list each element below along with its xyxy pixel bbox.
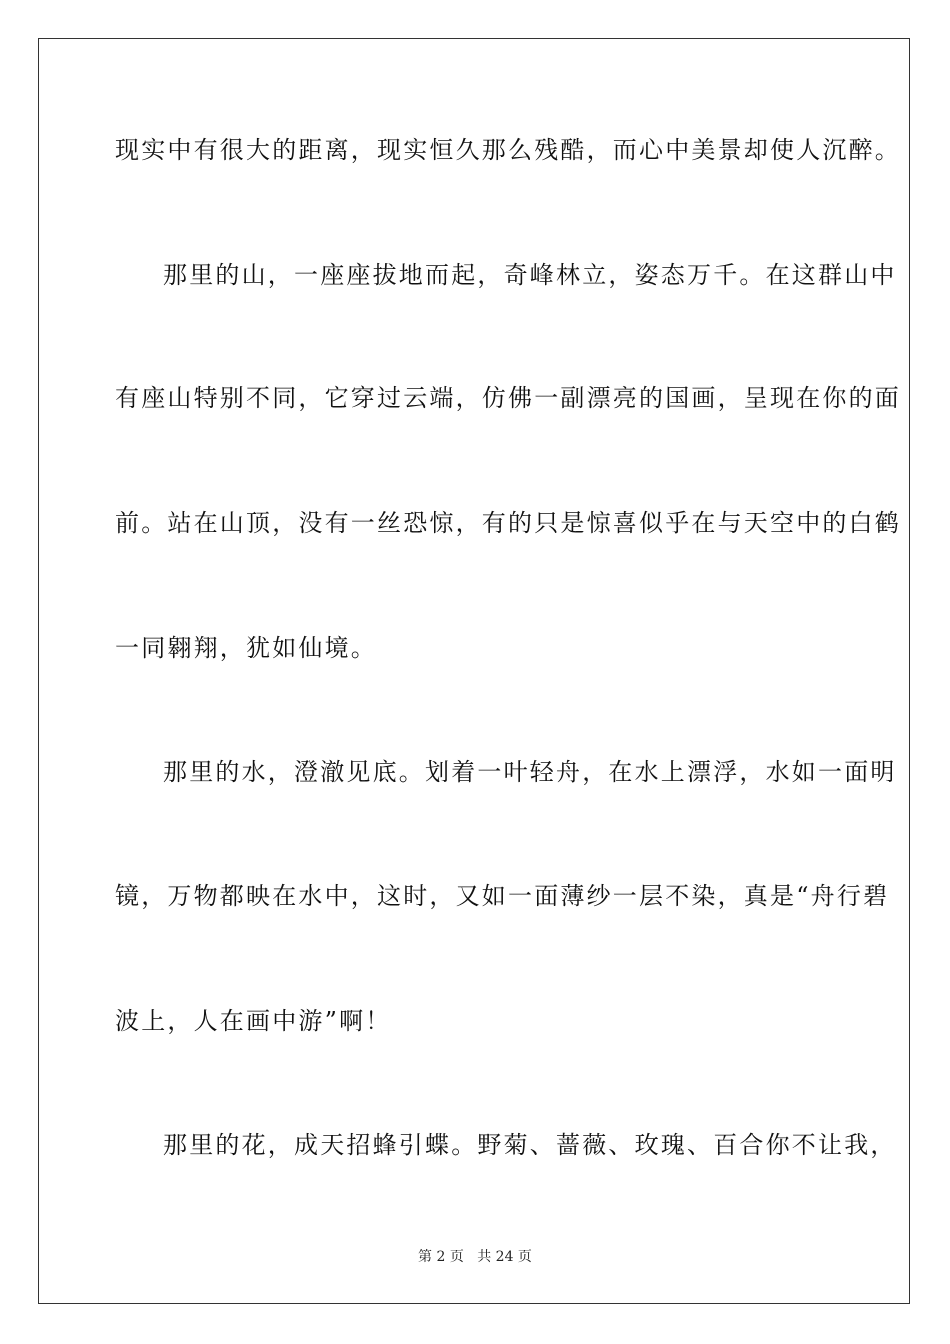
page-footer bbox=[0, 1248, 950, 1266]
text-line-7: 镜，万物都映在水中，这时，又如一面薄纱一层不染，真是“舟行碧 bbox=[115, 882, 890, 910]
page-border bbox=[38, 38, 910, 1304]
page-number: 第 2 页 bbox=[418, 1249, 464, 1265]
text-line-2: 那里的山，一座座拔地而起，奇峰林立，姿态万千。在这群山中 bbox=[163, 261, 897, 289]
text-line-6: 那里的水，澄澈见底。划着一叶轻舟，在水上漂浮，水如一面明 bbox=[163, 758, 897, 786]
text-line-9: 那里的花，成天招蜂引蝶。野菊、蔷薇、玫瑰、百合你不让我， bbox=[163, 1131, 897, 1159]
text-line-5: 一同翱翔，犹如仙境。 bbox=[115, 634, 377, 662]
text-line-8: 波上，人在画中游”啊！ bbox=[115, 1007, 392, 1035]
text-line-3: 有座山特别不同，它穿过云端，仿佛一副漂亮的国画，呈现在你的面 bbox=[115, 384, 901, 412]
page-total: 共 24 页 bbox=[477, 1249, 532, 1265]
text-line-1: 现实中有很大的距离，现实恒久那么残酷，而心中美景却使人沉醉。 bbox=[115, 136, 901, 164]
text-line-4: 前。站在山顶，没有一丝恐惊，有的只是惊喜似乎在与天空中的白鹤 bbox=[115, 509, 901, 537]
